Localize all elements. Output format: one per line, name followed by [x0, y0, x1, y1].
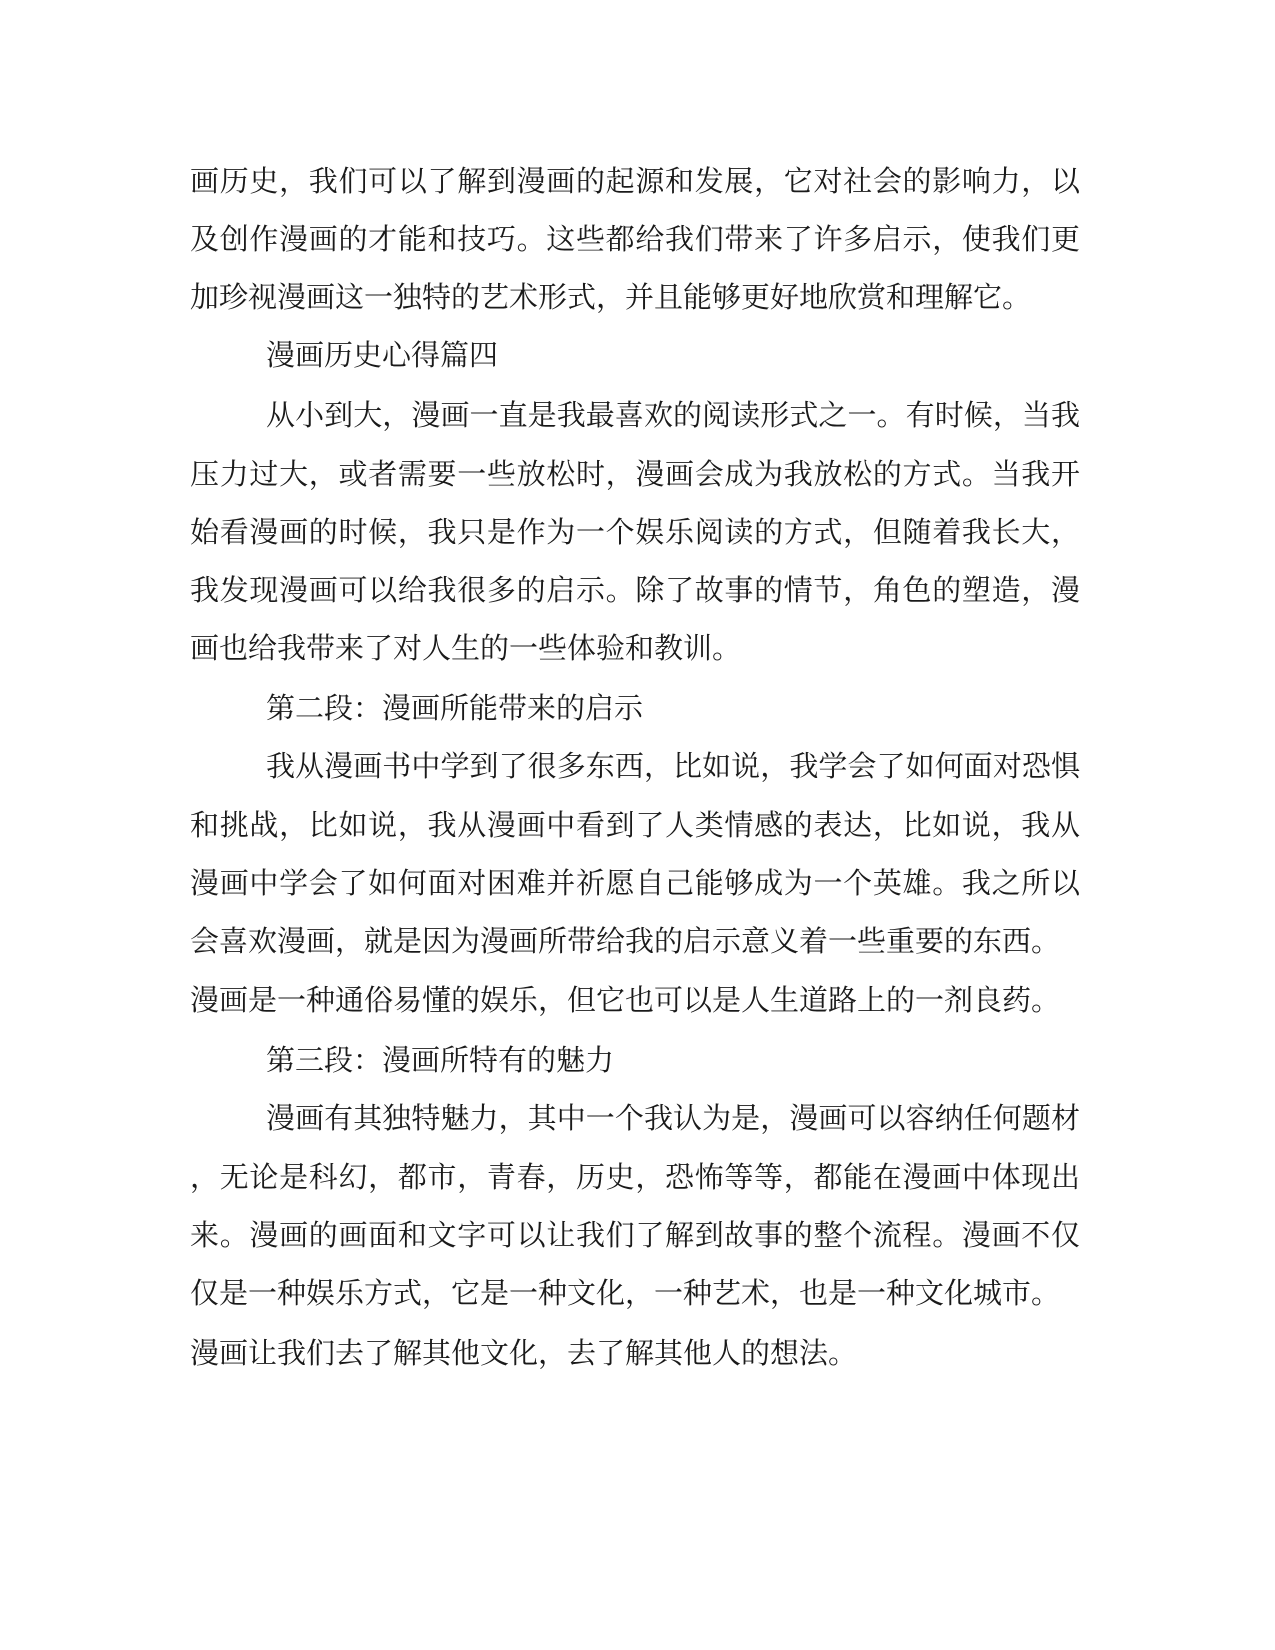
- body-text-line: 压力过大，或者需要一些放松时，漫画会成为我放松的方式。当我开: [190, 457, 1080, 491]
- body-text-line: 及创作漫画的才能和技巧。这些都给我们带来了许多启示，使我们更: [190, 222, 1080, 256]
- body-text-line: 始看漫画的时候，我只是作为一个娱乐阅读的方式，但随着我长大，: [190, 515, 1080, 549]
- body-text-line: 漫画有其独特魅力，其中一个我认为是，漫画可以容纳任何题材: [266, 1101, 1080, 1135]
- body-text-line: 我发现漫画可以给我很多的启示。除了故事的情节，角色的塑造，漫: [190, 573, 1080, 607]
- section-heading: 第三段：漫画所特有的魅力: [266, 1043, 615, 1077]
- body-text-line: 加珍视漫画这一独特的艺术形式，并且能够更好地欣赏和理解它。: [190, 280, 1032, 314]
- body-text-line: 会喜欢漫画，就是因为漫画所带给我的启示意义着一些重要的东西。: [190, 924, 1061, 958]
- section-heading: 漫画历史心得篇四: [266, 338, 499, 372]
- body-text-line: ，无论是科幻，都市，青春，历史，恐怖等等，都能在漫画中体现出: [190, 1160, 1080, 1194]
- body-text-line: 从小到大，漫画一直是我最喜欢的阅读形式之一。有时候，当我: [266, 398, 1080, 432]
- body-text-line: 漫画中学会了如何面对困难并祈愿自己能够成为一个英雄。我之所以: [190, 866, 1080, 900]
- body-text-line: 漫画是一种通俗易懂的娱乐，但它也可以是人生道路上的一剂良药。: [190, 983, 1061, 1017]
- body-text-line: 和挑战，比如说，我从漫画中看到了人类情感的表达，比如说，我从: [190, 808, 1080, 842]
- body-text-line: 画也给我带来了对人生的一些体验和教训。: [190, 631, 742, 665]
- section-heading: 第二段：漫画所能带来的启示: [266, 691, 644, 725]
- body-text-line: 我从漫画书中学到了很多东西，比如说，我学会了如何面对恐惧: [266, 749, 1080, 783]
- body-text-line: 漫画让我们去了解其他文化，去了解其他人的想法。: [190, 1336, 858, 1370]
- body-text-line: 画历史，我们可以了解到漫画的起源和发展，它对社会的影响力，以: [190, 164, 1080, 198]
- body-text-line: 来。漫画的画面和文字可以让我们了解到故事的整个流程。漫画不仅: [190, 1218, 1080, 1252]
- body-text-line: 仅是一种娱乐方式，它是一种文化，一种艺术，也是一种文化城市。: [190, 1276, 1061, 1310]
